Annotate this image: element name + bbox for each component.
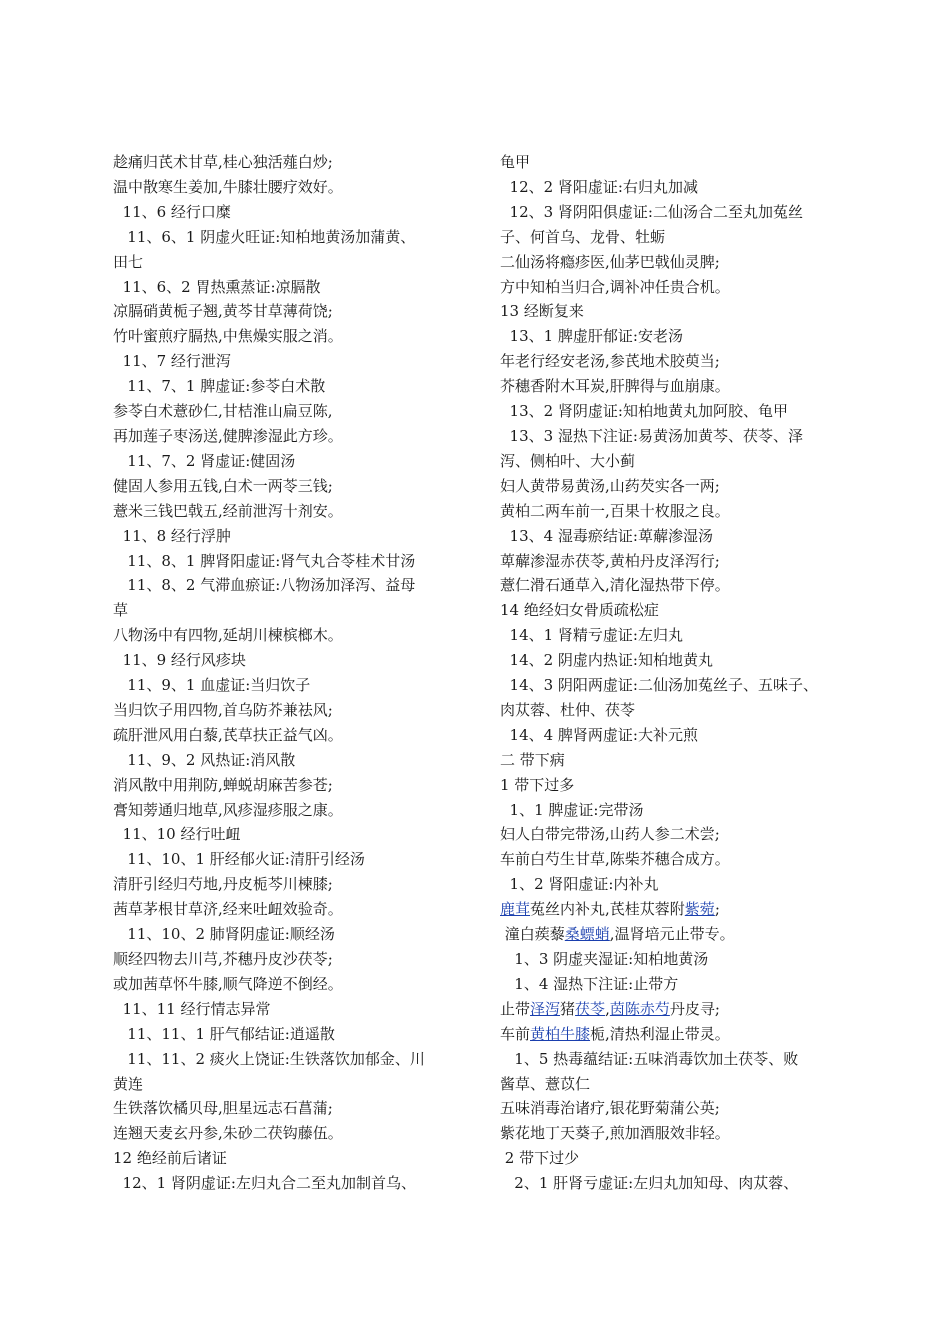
text-line: [500, 299, 845, 324]
text-segment: 11、11、2 痰火上饶证:生铁落饮加郁金、川: [113, 1049, 425, 1068]
text-segment: 栀,清热利湿止带灵。: [590, 1024, 730, 1043]
text-line: [500, 1171, 845, 1196]
text-segment: 12 绝经前后诸证: [113, 1149, 227, 1168]
text-segment: 五味消毒治诸疗,银花野菊蒲公英;: [500, 1099, 720, 1118]
text-line: [500, 424, 845, 449]
text-segment: 11、10 经行吐衄: [113, 825, 241, 844]
left-text-column: [113, 150, 458, 1196]
text-segment: 11、7、2 肾虚证:健固汤: [113, 451, 296, 470]
text-segment: 13、1 脾虚肝郁证:安老汤: [500, 327, 683, 346]
text-line: [113, 1121, 458, 1146]
text-line: [113, 822, 458, 847]
text-segment: 1、4 湿热下注证:止带方: [500, 974, 679, 993]
text-segment: 14、1 肾精亏虚证:左归丸: [500, 626, 683, 645]
text-line: [500, 947, 845, 972]
text-line: [113, 374, 458, 399]
text-line: [113, 499, 458, 524]
text-segment: 趁痛归芪术甘草,桂心独活薤白炒;: [113, 153, 333, 171]
text-line: [113, 1072, 458, 1097]
text-segment: 11、8、2 气滞血瘀证:八物汤加泽泻、益母: [113, 576, 416, 595]
text-segment: 11、11 经行情志异常: [113, 999, 271, 1018]
text-line: [113, 872, 458, 897]
text-line: [500, 1022, 845, 1047]
text-segment: 顺经四物去川芎,芥穗丹皮沙茯苓;: [113, 950, 333, 968]
text-line: [500, 773, 845, 798]
text-segment: 连翘天麦玄丹参,朱砂二茯钩藤伍。: [113, 1124, 343, 1143]
text-segment: 生铁落饮橘贝母,胆星远志石菖蒲;: [113, 1099, 333, 1118]
text-segment: 二 带下病: [500, 750, 565, 769]
text-line: [500, 399, 845, 424]
text-line: [113, 673, 458, 698]
text-line: [500, 822, 845, 847]
text-segment: 11、9、1 血虚证:当归饮子: [113, 676, 311, 695]
text-segment: 当归饮子用四物,首乌防芥兼祛风;: [113, 700, 333, 719]
text-line: [113, 972, 458, 997]
text-segment: 13 经断复来: [500, 302, 584, 321]
text-line: [113, 474, 458, 499]
text-segment: 12、3 肾阴阳俱虚证:二仙汤合二至丸加菟丝: [500, 202, 803, 221]
text-line: [500, 648, 845, 673]
text-segment: ;: [714, 900, 720, 919]
text-segment: 健固人参用五钱,白术一两苓三钱;: [113, 476, 333, 495]
text-line: [500, 250, 845, 275]
text-line: [500, 225, 845, 250]
text-line: [113, 275, 458, 300]
text-line: [113, 897, 458, 922]
text-segment: 黄连: [113, 1074, 144, 1093]
text-line: [500, 723, 845, 748]
text-line: [500, 275, 845, 300]
text-segment: 疏肝泄风用白藜,芪草扶正益气凶。: [113, 725, 343, 744]
text-segment: 12、1 肾阴虚证:左归丸合二至丸加制首乌、: [113, 1174, 416, 1193]
text-segment: 11、6 经行口糜: [113, 202, 231, 221]
text-line: [113, 573, 458, 598]
text-line: [113, 748, 458, 773]
text-segment: 清肝引经归芍地,丹皮栀芩川楝膝;: [113, 875, 333, 894]
text-segment: 11、7、1 脾虚证:参苓白术散: [113, 377, 326, 396]
text-line: [113, 1096, 458, 1121]
text-segment: 1、3 阴虚夹湿证:知柏地黄汤: [500, 950, 709, 968]
text-segment: 11、8 经行浮肿: [113, 526, 231, 545]
right-text-column: [500, 150, 845, 1196]
text-segment: 酱草、薏苡仁: [500, 1074, 591, 1093]
herb-link[interactable]: 黄柏牛膝: [530, 1024, 591, 1043]
text-segment: 11、9 经行风疹块: [113, 651, 246, 670]
text-line: [500, 573, 845, 598]
text-line: [113, 1146, 458, 1171]
text-segment: 11、10、1 肝经郁火证:清肝引经汤: [113, 850, 365, 869]
text-segment: 茜草茅根甘草济,经来吐衄效验奇。: [113, 900, 343, 919]
text-segment: 凉膈硝黄栀子翘,黄芩甘草薄荷饶;: [113, 302, 333, 321]
herb-link[interactable]: 紫菀: [684, 900, 715, 919]
text-segment: 11、6、2 胃热熏蒸证:凉膈散: [113, 277, 321, 296]
text-segment: 2 带下过少: [500, 1149, 580, 1168]
text-line: [113, 299, 458, 324]
text-segment: 泻、侧柏叶、大小蓟: [500, 451, 636, 470]
text-line: [113, 947, 458, 972]
text-line: [500, 175, 845, 200]
text-segment: 八物汤中有四物,延胡川楝槟榔木。: [113, 626, 343, 645]
text-line: [113, 449, 458, 474]
text-segment: 参苓白术薏砂仁,甘桔淮山扁豆陈,: [113, 402, 333, 421]
text-line: [113, 200, 458, 225]
text-segment: 薏仁滑石通草入,清化湿热带下停。: [500, 576, 730, 595]
text-segment: 2、1 肝肾亏虚证:左归丸加知母、肉苁蓉、: [500, 1174, 799, 1193]
text-line: [500, 598, 845, 623]
text-segment: 14、2 阴虚内热证:知柏地黄丸: [500, 651, 713, 670]
text-segment: 妇人黄带易黄汤,山药芡实各一两;: [500, 476, 720, 495]
text-line: [113, 349, 458, 374]
text-segment: 草: [113, 601, 129, 620]
text-line: [500, 374, 845, 399]
text-segment: 年老行经安老汤,参芪地术胶萸当;: [500, 352, 720, 371]
herb-link[interactable]: 茯苓: [575, 999, 606, 1018]
text-line: [500, 1072, 845, 1097]
text-segment: 或加茜草怀牛膝,顺气降逆不倒经。: [113, 974, 343, 993]
herb-link[interactable]: 茵陈赤芍: [609, 999, 670, 1018]
text-segment: ,温肾培元止带专。: [609, 925, 735, 944]
text-segment: 11、7 经行泄泻: [113, 352, 231, 371]
text-segment: 温中散寒生姜加,牛膝壮腰疗效好。: [113, 177, 343, 196]
herb-link[interactable]: 泽泻: [530, 999, 561, 1018]
text-line: [500, 449, 845, 474]
text-line: [500, 698, 845, 723]
text-line: [113, 549, 458, 574]
text-segment: 11、11、1 肝气郁结证:逍遥散: [113, 1024, 335, 1043]
text-segment: 黄柏二两车前一,百果十枚服之良。: [500, 501, 730, 520]
text-line: [500, 897, 845, 922]
text-segment: 二仙汤将瘾疹医,仙茅巴戟仙灵脾;: [500, 252, 720, 271]
text-segment: ,: [605, 999, 610, 1018]
text-line: [113, 324, 458, 349]
text-segment: 丹皮寻;: [669, 999, 720, 1018]
text-line: [113, 424, 458, 449]
text-segment: 11、9、2 风热证:消风散: [113, 750, 296, 769]
text-line: [113, 399, 458, 424]
text-segment: 11、8、1 脾肾阳虚证:肾气丸合苓桂术甘汤: [113, 551, 416, 570]
text-line: [113, 798, 458, 823]
text-segment: 12、2 肾阳虚证:右归丸加减: [500, 177, 698, 196]
text-line: [500, 1047, 845, 1072]
text-line: [500, 748, 845, 773]
text-segment: 1、2 肾阳虚证:内补丸: [500, 875, 659, 894]
text-line: [113, 1171, 458, 1196]
text-segment: 膏知蒡通归地草,风疹湿疹服之康。: [113, 800, 343, 819]
text-line: [500, 872, 845, 897]
text-segment: 11、6、1 阴虚火旺证:知柏地黄汤加蒲黄、: [113, 227, 416, 246]
text-segment: 13、3 湿热下注证:易黄汤加黄芩、茯苓、泽: [500, 426, 803, 445]
text-segment: 13、4 湿毒瘀结证:萆薢渗湿汤: [500, 526, 713, 545]
text-segment: 14 绝经妇女骨质疏松症: [500, 601, 659, 620]
text-line: [500, 1121, 845, 1146]
text-line: [113, 175, 458, 200]
text-line: [500, 349, 845, 374]
text-segment: 肉苁蓉、杜仲、茯苓: [500, 700, 636, 719]
text-line: [113, 648, 458, 673]
text-line: [113, 723, 458, 748]
herb-link[interactable]: 鹿茸: [500, 900, 531, 919]
text-line: [500, 623, 845, 648]
text-line: [113, 698, 458, 723]
text-line: [500, 673, 845, 698]
text-segment: 14、4 脾肾两虚证:大补元煎: [500, 725, 698, 744]
text-segment: 萆薢渗湿赤茯苓,黄柏丹皮泽泻行;: [500, 551, 720, 570]
text-segment: 1、1 脾虚证:完带汤: [500, 800, 644, 819]
text-segment: 龟甲: [500, 153, 531, 171]
text-segment: 11、10、2 肺肾阴虚证:顺经汤: [113, 925, 335, 944]
text-line: [113, 225, 458, 250]
text-line: [113, 1022, 458, 1047]
text-segment: 止带: [500, 999, 531, 1018]
text-segment: 消风散中用荆防,蝉蜕胡麻苦参苍;: [113, 775, 333, 794]
text-segment: 薏米三钱巴戟五,经前泄泻十剂安。: [113, 501, 343, 520]
text-line: [500, 549, 845, 574]
text-line: [113, 150, 458, 175]
text-segment: 猪: [560, 999, 576, 1018]
text-line: [113, 250, 458, 275]
text-segment: 菟丝内补丸,芪桂苁蓉附: [530, 900, 685, 919]
text-line: [500, 1096, 845, 1121]
text-segment: 14、3 阴阳两虚证:二仙汤加菟丝子、五味子、: [500, 676, 818, 695]
text-line: [500, 150, 845, 175]
text-line: [500, 499, 845, 524]
text-line: [500, 524, 845, 549]
text-line: [500, 997, 845, 1022]
text-segment: 芥穗香附木耳炭,肝脾得与血崩康。: [500, 377, 730, 396]
herb-link[interactable]: 桑螵蛸: [564, 925, 610, 944]
text-line: [113, 524, 458, 549]
text-segment: 再加莲子枣汤送,健脾渗湿此方珍。: [113, 426, 343, 445]
text-segment: 潼白蒺藜: [500, 925, 565, 944]
text-segment: 方中知柏当归合,调补冲任贵合机。: [500, 277, 730, 296]
text-line: [500, 1146, 845, 1171]
text-line: [113, 922, 458, 947]
text-line: [500, 847, 845, 872]
text-line: [113, 773, 458, 798]
text-line: [500, 922, 845, 947]
text-segment: 1、5 热毒蕴结证:五味消毒饮加土茯苓、败: [500, 1049, 799, 1068]
text-segment: 竹叶蜜煎疗膈热,中焦燥实服之消。: [113, 327, 343, 346]
text-line: [500, 972, 845, 997]
text-line: [500, 324, 845, 349]
text-segment: 田七: [113, 252, 144, 271]
text-segment: 车前白芍生甘草,陈柴芥穗合成方。: [500, 850, 730, 869]
text-line: [500, 798, 845, 823]
text-line: [113, 1047, 458, 1072]
text-line: [113, 997, 458, 1022]
text-line: [113, 623, 458, 648]
text-line: [113, 598, 458, 623]
text-segment: 妇人白带完带汤,山药人参二术尝;: [500, 825, 720, 844]
text-segment: 车前: [500, 1024, 531, 1043]
text-segment: 子、何首乌、龙骨、牡蛎: [500, 227, 666, 246]
text-line: [500, 474, 845, 499]
text-line: [500, 200, 845, 225]
text-segment: 13、2 肾阴虚证:知柏地黄丸加阿胶、龟甲: [500, 402, 788, 421]
text-segment: 紫花地丁天葵子,煎加酒服效非轻。: [500, 1124, 730, 1143]
text-line: [113, 847, 458, 872]
text-segment: 1 带下过多: [500, 775, 575, 794]
